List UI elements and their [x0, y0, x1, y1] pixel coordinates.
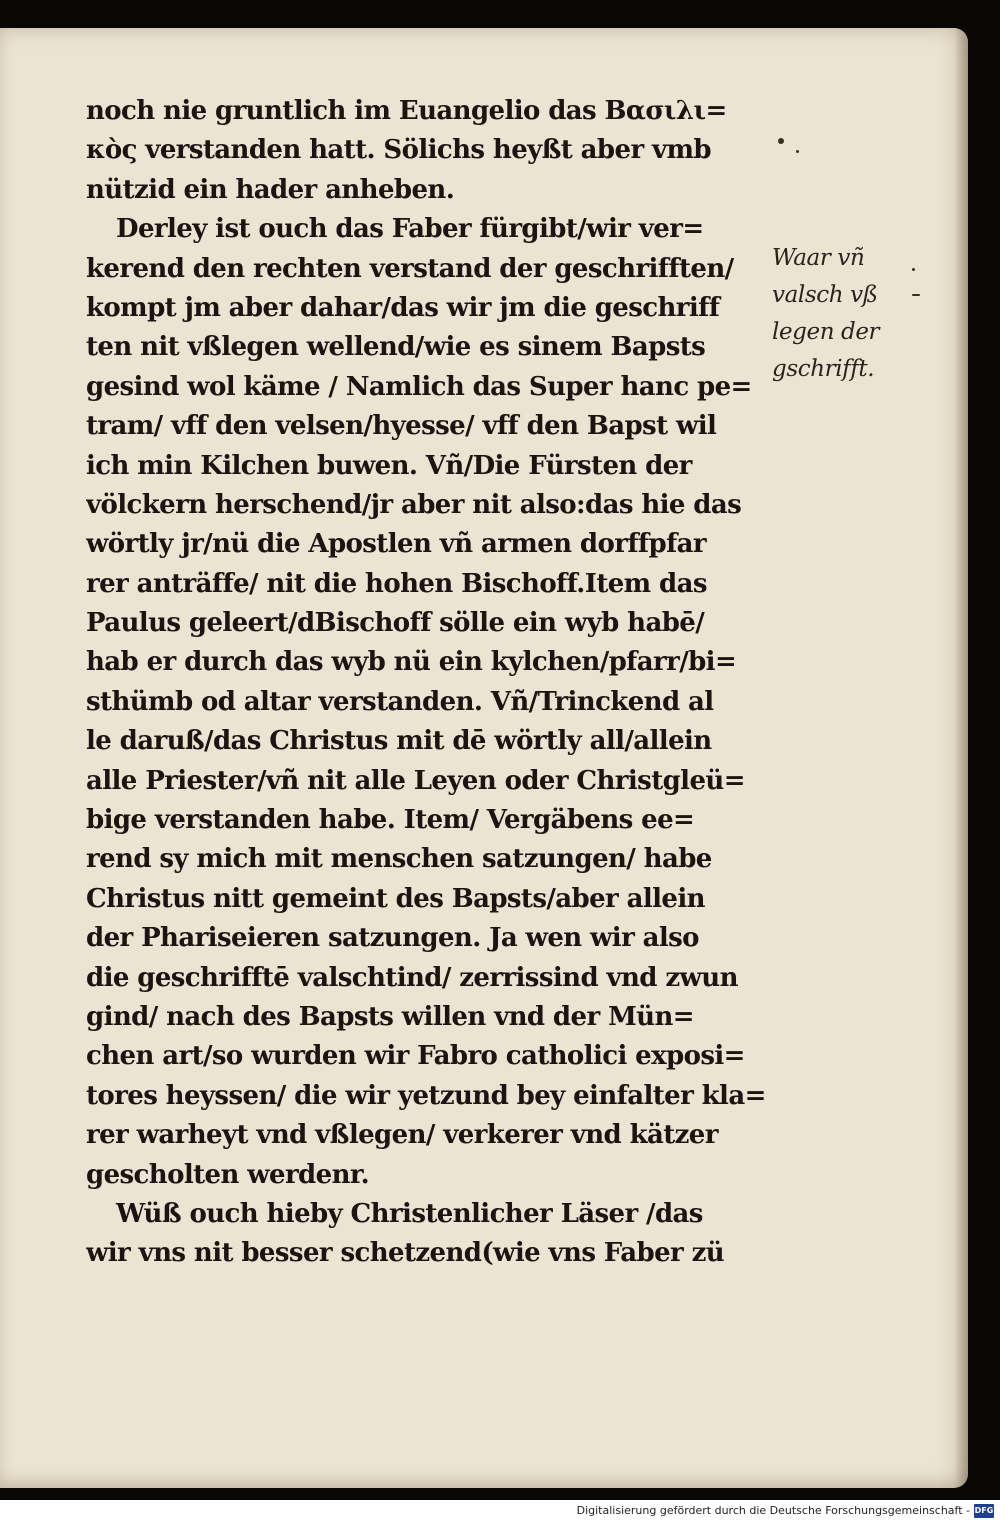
- text-line: rend sy mich mit menschen satzungen/ habe: [86, 844, 712, 875]
- text-line: chen art/so wurden wir Fabro catholici exposi=: [86, 1041, 745, 1072]
- marginal-note-line: gschrifft.: [772, 356, 875, 382]
- ink-speck: [912, 294, 920, 296]
- text-line: gescholten werdenr.: [86, 1159, 370, 1190]
- funding-credit: Digitalisierung gefördert durch die Deutsche Forschungsgemeinschaft -: [576, 1504, 970, 1517]
- text-line: hab er durch das wyb nü ein kylchen/pfarr/bi=: [86, 647, 737, 678]
- ink-speck: [778, 138, 784, 144]
- text-line: ich min Kilchen buwen. Vñ/Die Fürsten der: [86, 450, 692, 481]
- main-text-block: [86, 92, 776, 1274]
- ink-speck: [912, 268, 915, 271]
- text-line: tram/ vff den velsen/hyesse/ vff den Bapst wil: [86, 411, 717, 442]
- text-line: völckern herschend/jr aber nit also:das hie das: [86, 489, 742, 520]
- text-line: Wüß ouch hieby Christenlicher Läser /das: [116, 1198, 703, 1229]
- text-line: Derley ist ouch das Faber fürgibt/wir ver=: [116, 214, 704, 245]
- digitization-footer: [0, 1500, 1000, 1523]
- text-line: κὸς verstanden hatt. Sölichs heyßt aber vmb: [86, 135, 711, 166]
- text-line: rer anträffe/ nit die hohen Bischoff.Item das: [86, 568, 707, 599]
- text-line: rer warheyt vnd vßlegen/ verkerer vnd kätzer: [86, 1120, 718, 1151]
- text-line: die geschrifftē valschtind/ zerrissind vnd zwun: [86, 962, 738, 993]
- text-line: wörtly jr/nü die Apostlen vñ armen dorffpfar: [86, 529, 707, 560]
- text-line: kompt jm aber dahar/das wir jm die geschriff: [86, 292, 720, 323]
- ink-speck: [796, 150, 799, 153]
- text-line: ten nit vßlegen wellend/wie es sinem Bapsts: [86, 332, 706, 363]
- text-line: le daruß/das Christus mit dē wörtly all/allein: [86, 726, 712, 757]
- text-line: nützid ein hader anheben.: [86, 174, 455, 205]
- text-line: Christus nitt gemeint des Bapsts/aber allein: [86, 883, 705, 914]
- text-line: der Phariseieren satzungen. Ja wen wir also: [86, 923, 699, 954]
- text-line: gesind wol käme / Namlich das Super hanc pe=: [86, 371, 752, 402]
- text-line: Paulus geleert/dBischoff sölle ein wyb habē/: [86, 608, 705, 639]
- text-line: tores heyssen/ die wir yetzund bey einfalter kla=: [86, 1080, 766, 1111]
- page-edge-shadow: [954, 28, 968, 1488]
- text-line: kerend den rechten verstand der geschrifften/: [86, 253, 734, 284]
- text-line: wir vns nit besser schetzend(wie vns Faber zü: [86, 1238, 725, 1269]
- text-line: gind/ nach des Bapsts willen vnd der Mün=: [86, 1001, 694, 1032]
- text-line: bige verstanden habe. Item/ Vergäbens ee=: [86, 805, 695, 836]
- marginal-note-line: Waar vñ: [772, 245, 865, 271]
- text-line: alle Priester/vñ nit alle Leyen oder Christgleü=: [86, 765, 745, 796]
- text-line: noch nie gruntlich im Euangelio das Βασιλι=: [86, 96, 727, 126]
- book-page: [0, 28, 968, 1488]
- marginal-note-line: valsch vß: [772, 282, 878, 308]
- marginal-note-line: legen der: [772, 319, 880, 345]
- marginal-note: [772, 240, 922, 388]
- dfg-logo[interactable]: DFG: [974, 1504, 994, 1518]
- text-line: sthümb od altar verstanden. Vñ/Trinckend al: [86, 686, 714, 717]
